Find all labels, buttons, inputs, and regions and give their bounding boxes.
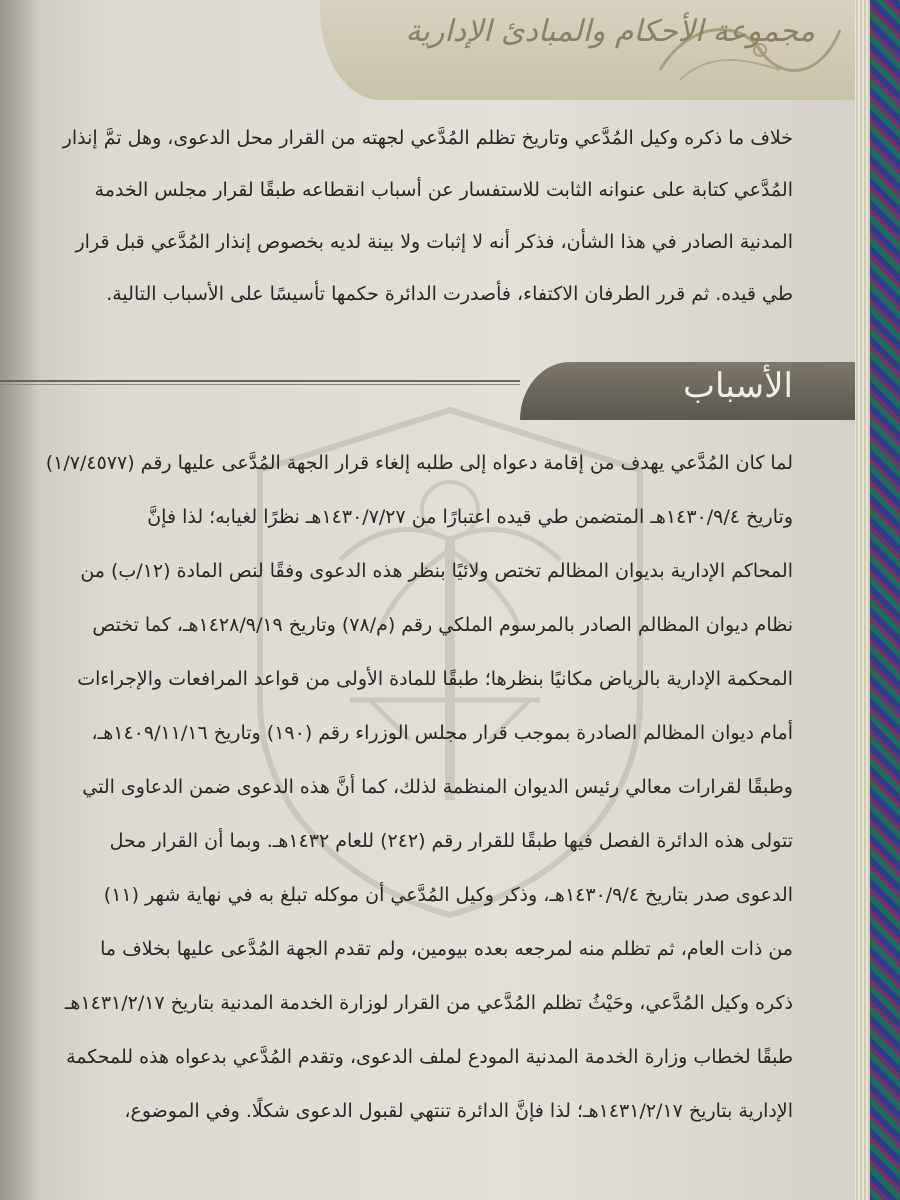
text-line: ذكره وكيل المُدَّعي، وحَيْثُ تظلم المُدَّعي من القرار لوزارة الخدمة المدنية بتاريخ ١٤٣١/٢/١٧هـ xyxy=(64,992,793,1014)
divider xyxy=(0,380,520,382)
paragraph-reasons xyxy=(3,436,793,1138)
text-line: الدعوى صدر بتاريخ ١٤٣٠/٩/٤هـ، وذكر وكيل المُدَّعي أن موكله تبلغ به في نهاية شهر (١١) xyxy=(103,884,793,906)
text-line: نظام ديوان المظالم الصادر بالمرسوم الملكي رقم (م/٧٨) وتاريخ ١٤٢٨/٩/١٩هـ، كما تختص xyxy=(92,614,793,636)
text-line: وطبقًا لقرارات معالي رئيس الديوان المنظمة لذلك، كما أنَّ هذه الدعوى ضمن الدعاوى التي xyxy=(82,776,793,798)
text-line: المدنية الصادر في هذا الشأن، فذكر أنه لا إثبات ولا بينة لديه بخصوص إنذار المُدَّعي قبل قرار xyxy=(75,231,793,253)
text-line: المحكمة الإدارية بالرياض مكانيًا بنظرها؛ طبقًا للمادة الأولى من قواعد المرافعات والإجراءات xyxy=(77,668,793,690)
text-line: خلاف ما ذكره وكيل المُدَّعي وتاريخ تظلم المُدَّعي لجهته من القرار محل الدعوى، وهل تمَّ إنذار xyxy=(62,127,793,149)
text-line: طي قيده. ثم قرر الطرفان الاكتفاء، فأصدرت الدائرة حكمها تأسيسًا على الأسباب التالية. xyxy=(106,283,793,305)
divider xyxy=(0,384,520,385)
header-title: مجموعة الأحكام والمبادئ الإدارية xyxy=(405,14,815,49)
text-line: المُدَّعي كتابة على عنوانه الثابت للاستفسار عن أسباب انقطاعه طبقًا لقرار مجلس الخدمة xyxy=(94,179,793,201)
text-line: الإدارية بتاريخ ١٤٣١/٢/١٧هـ؛ لذا فإنَّ الدائرة تنتهي لقبول الدعوى شكلًا. وفي الموضوع، xyxy=(124,1100,793,1122)
text-line: أمام ديوان المظالم الصادرة بموجب قرار مجلس الوزراء رقم (١٩٠) وتاريخ ١٤٠٩/١١/١٦هـ، xyxy=(91,722,793,744)
text-line: من ذات العام، ثم تظلم منه لمرجعه بعده بيومين، ولم تقدم الجهة المُدَّعى عليها بخلاف ما xyxy=(100,938,793,960)
text-line: المحاكم الإدارية بديوان المظالم تختص ولائيًا بنظر هذه الدعوى وفقًا لنص المادة (١٢/ب) من xyxy=(80,560,793,582)
running-header xyxy=(320,0,855,100)
text-line: تتولى هذه الدائرة الفصل فيها طبقًا للقرار رقم (٢٤٢) للعام ١٤٣٢هـ. وبما أن القرار محل xyxy=(109,830,793,852)
text-line: وتاريخ ١٤٣٠/٩/٤هـ المتضمن طي قيده اعتبارًا من ١٤٣٠/٧/٢٧هـ نظرًا لغيابه؛ لذا فإنَّ xyxy=(147,506,793,528)
text-line: لما كان المُدَّعي يهدف من إقامة دعواه إلى طلبه إلغاء قرار الجهة المُدَّعى عليها رقم (١/٧/٤٥٧٧) xyxy=(45,452,793,474)
section-heading: الأسباب xyxy=(683,366,793,406)
text-line: طبقًا لخطاب وزارة الخدمة المدنية المودع لملف الدعوى، وتقدم المُدَّعي بدعواه هذه للمحكمة xyxy=(66,1046,793,1068)
paragraph-intro xyxy=(33,112,793,320)
